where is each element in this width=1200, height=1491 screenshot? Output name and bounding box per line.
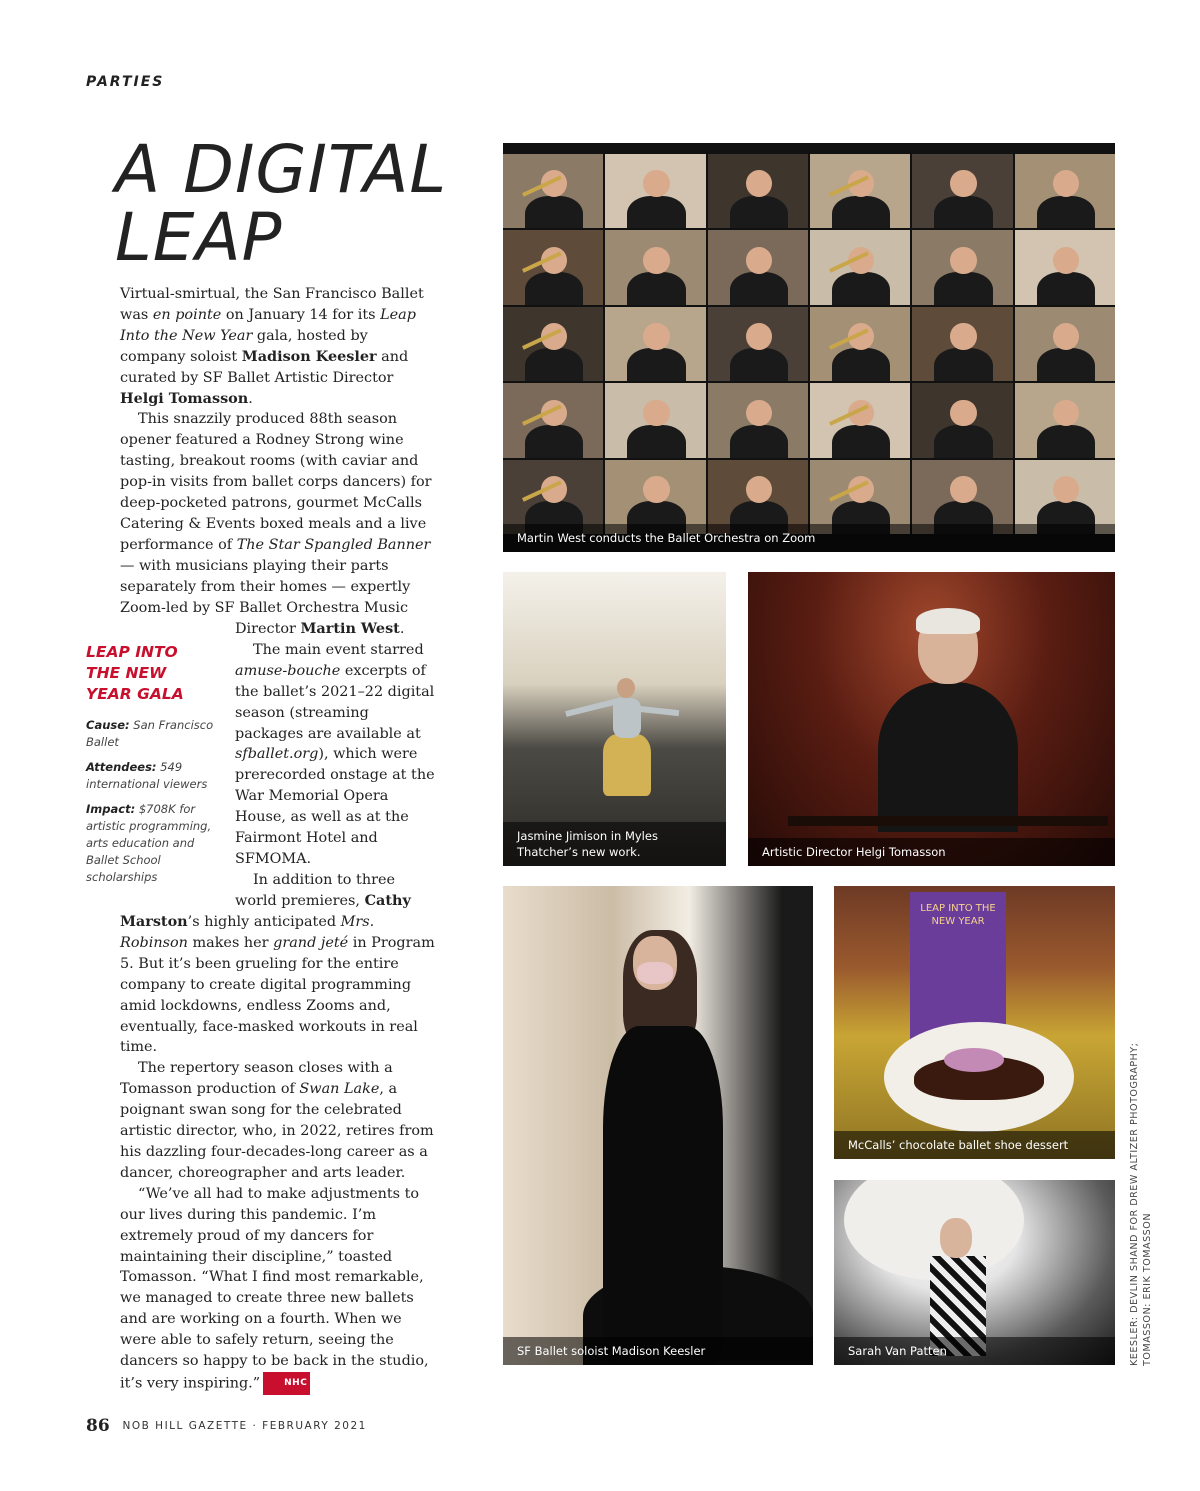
photo-credit-line-2: TOMASSON: ERIK TOMASSON: [1142, 1213, 1153, 1366]
article-paragraph: [120, 1058, 436, 1183]
zoom-musician-tile: [1015, 307, 1115, 381]
photo-credit: [1128, 1026, 1154, 1366]
sidebar-title-line: YEAR GALA: [86, 685, 184, 703]
sidebar-label: Attendees:: [86, 760, 157, 774]
orchestra-zoom-photo: [503, 143, 1115, 552]
article-paragraph: [235, 619, 435, 640]
zoom-musician-tile: [1015, 383, 1115, 457]
dessert-photo-caption: McCalls’ chocolate ballet shoe dessert: [834, 1131, 1115, 1159]
sidebar-value: $708K for artistic programming, arts education and Ballet School scholarships: [86, 802, 212, 884]
zoom-musician-tile: [708, 154, 808, 228]
text-run: gala, hosted by company soloist: [120, 327, 368, 365]
madison-gown-photo: [503, 886, 813, 1365]
page-footer: [86, 1416, 367, 1436]
zoom-musician-tile: [810, 307, 910, 381]
article-paragraph: [235, 870, 435, 912]
zoom-musician-tile: [1015, 230, 1115, 304]
zoom-musician-tile: [605, 307, 705, 381]
madison-photo-caption: SF Ballet soloist Madison Keesler: [503, 1337, 813, 1365]
text-run: This snazzily produced 88th season opener featured a Rodney Strong wine tasting, breakout rooms (with caviar and pop-in visits from ballet corps dancers) for deep-pocketed patrons, gourmet McCalls Catering & Events boxed meals and a live performance of: [120, 411, 432, 553]
article-column-2: [235, 619, 435, 912]
text-run: on January 14 for its: [221, 306, 381, 323]
section-label: PARTIES: [86, 74, 165, 90]
text-run: In addition to three world premieres,: [235, 871, 396, 909]
text-run: The main event starred: [253, 641, 424, 658]
text-run: excerpts of the ballet’s 2021–22 digital season (streaming packages are available at: [235, 662, 435, 742]
zoom-musician-tile: [605, 154, 705, 228]
orchestra-photo-caption: Martin West conducts the Ballet Orchestra on Zoom: [503, 524, 1115, 552]
publication-name: NOB HILL GAZETTE: [122, 1420, 248, 1432]
zoom-musician-tile: [503, 154, 603, 228]
zoom-musician-tile: [810, 230, 910, 304]
sidebar-value: 549 international viewers: [86, 760, 208, 791]
footer-separator: ·: [252, 1420, 258, 1432]
text-run: Madison Keesler: [241, 347, 377, 365]
text-run: in Program 5. But it’s been grueling for the entire company to create digital programming amid lockdowns, endless Zooms and, eventually, face-masked workouts in real time.: [120, 934, 435, 1056]
article-paragraph: [120, 284, 435, 409]
article-paragraph: [120, 1184, 436, 1395]
zoom-musician-tile: [503, 460, 603, 534]
text-run: grand jeté: [273, 934, 349, 951]
photo-credit-line-1: KEESLER: DEVLIN SHAND FOR DREW ALTIZER PHOTOGRAPHY;: [1129, 1042, 1140, 1366]
headline-line-1: A DIGITAL: [115, 131, 448, 208]
article-column-3: [120, 912, 436, 1395]
zoom-musician-tile: [708, 383, 808, 457]
zoom-musician-tile: [708, 230, 808, 304]
zoom-tile-grid: [503, 154, 1115, 534]
helgi-figure: [878, 612, 1018, 832]
poster-text: LEAP INTO THE NEW YEAR: [920, 903, 996, 927]
article-paragraph: [120, 912, 436, 1058]
sidebar-item-attendees: [86, 759, 226, 793]
text-run: Virtual-smirtual, the San Francisco Ballet was: [120, 286, 424, 323]
text-run: Leap Into the New Year: [120, 306, 416, 344]
text-run: Director: [235, 621, 301, 637]
text-run: and curated by SF Ballet Artistic Director: [120, 348, 409, 386]
text-run: Swan Lake: [299, 1081, 380, 1098]
sidebar-label: Cause:: [86, 718, 130, 732]
jasmine-photo-caption: Jasmine Jimison in Myles Thatcher’s new work.: [503, 822, 726, 866]
zoom-musician-tile: [1015, 460, 1115, 534]
zoom-musician-tile: [912, 154, 1012, 228]
event-sidebar: [86, 642, 226, 894]
zoom-musician-tile: [810, 460, 910, 534]
madison-figure: [593, 926, 813, 1365]
text-run: Mrs. Robinson: [120, 914, 375, 951]
text-run: ’s highly anticipated: [187, 914, 341, 930]
headline-line-2: LEAP: [115, 199, 283, 276]
zoom-musician-tile: [912, 307, 1012, 381]
zoom-musician-tile: [503, 307, 603, 381]
article-paragraph: [120, 409, 435, 618]
headline: [115, 131, 485, 276]
sidebar-title: [86, 642, 226, 705]
zoom-musician-tile: [503, 383, 603, 457]
zoom-musician-tile: [912, 460, 1012, 534]
sidebar-item-cause: [86, 717, 226, 751]
zoom-musician-tile: [708, 460, 808, 534]
text-run: .: [248, 390, 253, 407]
text-run: sfballet.org: [235, 746, 319, 763]
zoom-musician-tile: [605, 460, 705, 534]
sidebar-title-line: THE NEW: [86, 664, 167, 682]
text-run: — with musicians playing their parts separately from their homes — expertly Zoom-led by SF Ballet Orchestra Music: [120, 557, 411, 616]
dancer-figure: [595, 664, 665, 834]
zoom-musician-tile: [912, 383, 1012, 457]
text-run: amuse-bouche: [235, 662, 341, 679]
helgi-photo-caption: Artistic Director Helgi Tomasson: [748, 838, 1115, 866]
gala-poster: [910, 892, 1006, 1042]
text-run: Helgi Tomasson: [120, 389, 249, 407]
article-paragraph: [235, 640, 435, 870]
zoom-musician-tile: [912, 230, 1012, 304]
text-run: “We’ve all had to make adjustments to our lives during this pandemic. I’m extremely proud of my dancers for maintaining their discipline,” toasted Tomasson. “What I find most remarkable, we managed to create three new ballets and are working on a fourth. When we were able to safely return, seeing the dancers so happy to be back in the studio, it’s very inspiring.”: [120, 1185, 429, 1392]
sarah-photo: [834, 1180, 1115, 1365]
article-column-1: [120, 284, 435, 619]
zoom-musician-tile: [605, 383, 705, 457]
text-run: , a poignant swan song for the celebrated artistic director, who, in 2022, retires from his dazzling four-decades-long career as a dancer, choreographer and arts leader.: [120, 1081, 434, 1181]
sidebar-label: Impact:: [86, 802, 136, 816]
sidebar-item-impact: [86, 801, 226, 886]
text-run: ), which were prerecorded onstage at the War Memorial Opera House, as well as at the Fairmont Hotel and SFMOMA.: [235, 746, 435, 867]
zoom-musician-tile: [503, 230, 603, 304]
text-run: makes her: [187, 934, 274, 951]
text-run: .: [399, 621, 405, 637]
sarah-photo-caption: Sarah Van Patten: [834, 1337, 1115, 1365]
text-run: en pointe: [152, 306, 222, 323]
zoom-musician-tile: [708, 307, 808, 381]
zoom-musician-tile: [810, 383, 910, 457]
jasmine-dancer-photo: [503, 572, 726, 866]
text-run: Marston: [120, 913, 188, 930]
text-run: Martin West: [300, 620, 400, 637]
dessert-photo: [834, 886, 1115, 1159]
page-number: 86: [86, 1416, 110, 1436]
text-run: The Star Spangled Banner: [236, 536, 431, 553]
zoom-musician-tile: [605, 230, 705, 304]
sidebar-value: San Francisco Ballet: [86, 718, 214, 749]
helgi-portrait-photo: [748, 572, 1115, 866]
zoom-musician-tile: [810, 154, 910, 228]
issue-date: FEBRUARY 2021: [262, 1420, 367, 1432]
zoom-musician-tile: [1015, 154, 1115, 228]
text-run: The repertory season closes with a Tomasson production of: [120, 1060, 393, 1098]
nhc-end-badge: NHC: [263, 1372, 310, 1395]
text-run: Cathy: [364, 891, 411, 909]
sidebar-title-line: LEAP INTO: [86, 643, 178, 661]
